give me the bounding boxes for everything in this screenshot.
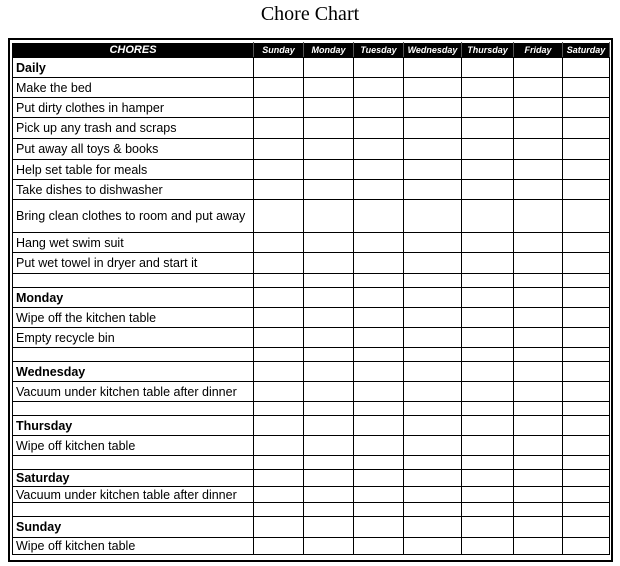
day-header-thursday: Thursday [462, 43, 514, 58]
chore-label [13, 503, 254, 517]
chore-label: Wipe off the kitchen table [13, 308, 254, 328]
check-cell[interactable] [304, 98, 354, 118]
page-title: Chore Chart [260, 3, 360, 25]
check-cell[interactable] [404, 456, 462, 470]
check-cell[interactable] [254, 436, 304, 456]
check-cell[interactable] [462, 503, 514, 517]
check-cell[interactable] [462, 416, 514, 436]
check-cell[interactable] [563, 487, 610, 503]
day-header-saturday: Saturday [563, 43, 610, 58]
check-cell[interactable] [354, 274, 404, 288]
check-cell[interactable] [354, 517, 404, 538]
chore-label: Wipe off kitchen table [13, 538, 254, 555]
check-cell[interactable] [354, 253, 404, 274]
chore-label: Wipe off kitchen table [13, 436, 254, 456]
check-cell[interactable] [514, 308, 563, 328]
check-cell[interactable] [514, 456, 563, 470]
chore-row [13, 382, 610, 402]
chore-row [13, 487, 610, 503]
check-cell[interactable] [462, 308, 514, 328]
check-cell[interactable] [514, 328, 563, 348]
check-cell[interactable] [404, 253, 462, 274]
check-cell[interactable] [254, 274, 304, 288]
check-cell[interactable] [354, 436, 404, 456]
check-cell[interactable] [563, 274, 610, 288]
day-header-wednesday: Wednesday [404, 43, 462, 58]
check-cell[interactable] [254, 362, 304, 382]
day-header-monday: Monday [304, 43, 354, 58]
check-cell[interactable] [254, 470, 304, 487]
check-cell[interactable] [462, 517, 514, 538]
check-cell[interactable] [404, 382, 462, 402]
chore-label: Pick up any trash and scraps [13, 118, 254, 139]
check-cell[interactable] [404, 78, 462, 98]
check-cell[interactable] [514, 487, 563, 503]
check-cell[interactable] [514, 470, 563, 487]
check-cell[interactable] [354, 487, 404, 503]
check-cell[interactable] [404, 180, 462, 200]
check-cell[interactable] [354, 160, 404, 180]
check-cell[interactable] [563, 308, 610, 328]
check-cell[interactable] [304, 416, 354, 436]
check-cell[interactable] [304, 180, 354, 200]
check-cell[interactable] [563, 348, 610, 362]
check-cell[interactable] [304, 78, 354, 98]
check-cell[interactable] [304, 233, 354, 253]
check-cell[interactable] [304, 160, 354, 180]
chore-row [13, 118, 610, 139]
check-cell[interactable] [354, 348, 404, 362]
check-cell[interactable] [304, 517, 354, 538]
check-cell[interactable] [462, 139, 514, 160]
check-cell[interactable] [563, 436, 610, 456]
check-cell[interactable] [304, 362, 354, 382]
section-heading: Saturday [13, 470, 254, 487]
chore-row [13, 139, 610, 160]
check-cell[interactable] [354, 118, 404, 139]
check-cell[interactable] [462, 456, 514, 470]
check-cell[interactable] [254, 517, 304, 538]
check-cell[interactable] [304, 328, 354, 348]
check-cell[interactable] [462, 402, 514, 416]
check-cell[interactable] [254, 402, 304, 416]
chore-label: Make the bed [13, 78, 254, 98]
check-cell[interactable] [304, 58, 354, 78]
check-cell[interactable] [514, 160, 563, 180]
check-cell[interactable] [304, 436, 354, 456]
check-cell[interactable] [304, 470, 354, 487]
check-cell[interactable] [462, 436, 514, 456]
chore-label: Vacuum under kitchen table after dinner [13, 487, 254, 503]
check-cell[interactable] [404, 402, 462, 416]
check-cell[interactable] [514, 402, 563, 416]
check-cell[interactable] [404, 58, 462, 78]
check-cell[interactable] [514, 503, 563, 517]
check-cell[interactable] [563, 180, 610, 200]
chore-label [13, 456, 254, 470]
check-cell[interactable] [563, 328, 610, 348]
check-cell[interactable] [354, 288, 404, 308]
check-cell[interactable] [563, 517, 610, 538]
day-header-tuesday: Tuesday [354, 43, 404, 58]
check-cell[interactable] [514, 139, 563, 160]
check-cell[interactable] [563, 382, 610, 402]
check-cell[interactable] [563, 98, 610, 118]
check-cell[interactable] [404, 538, 462, 555]
check-cell[interactable] [254, 200, 304, 233]
day-header-sunday: Sunday [254, 43, 304, 58]
check-cell[interactable] [254, 328, 304, 348]
check-cell[interactable] [404, 416, 462, 436]
check-cell[interactable] [254, 456, 304, 470]
check-cell[interactable] [563, 416, 610, 436]
check-cell[interactable] [462, 200, 514, 233]
check-cell[interactable] [304, 487, 354, 503]
check-cell[interactable] [514, 416, 563, 436]
check-cell[interactable] [404, 139, 462, 160]
section-heading: Wednesday [13, 362, 254, 382]
chore-label: Bring clean clothes to room and put away [13, 200, 254, 233]
check-cell[interactable] [304, 200, 354, 233]
check-cell[interactable] [462, 487, 514, 503]
chore-chart-frame [8, 38, 613, 562]
chore-label: Put away all toys & books [13, 139, 254, 160]
section-row [13, 517, 610, 538]
check-cell[interactable] [304, 139, 354, 160]
check-cell[interactable] [254, 288, 304, 308]
check-cell[interactable] [404, 517, 462, 538]
section-row [13, 58, 610, 78]
check-cell[interactable] [304, 538, 354, 555]
check-cell[interactable] [514, 200, 563, 233]
check-cell[interactable] [254, 382, 304, 402]
check-cell[interactable] [514, 288, 563, 308]
section-heading: Daily [13, 58, 254, 78]
section-row [13, 470, 610, 487]
header-row [13, 43, 610, 58]
chore-table [12, 42, 610, 555]
check-cell[interactable] [354, 538, 404, 555]
check-cell[interactable] [404, 362, 462, 382]
chore-label [13, 348, 254, 362]
check-cell[interactable] [404, 503, 462, 517]
blank-row [13, 402, 610, 416]
check-cell[interactable] [404, 328, 462, 348]
check-cell[interactable] [304, 308, 354, 328]
check-cell[interactable] [404, 233, 462, 253]
check-cell[interactable] [514, 274, 563, 288]
chore-row [13, 308, 610, 328]
check-cell[interactable] [354, 362, 404, 382]
check-cell[interactable] [462, 253, 514, 274]
check-cell[interactable] [563, 160, 610, 180]
check-cell[interactable] [404, 118, 462, 139]
check-cell[interactable] [254, 118, 304, 139]
check-cell[interactable] [462, 274, 514, 288]
check-cell[interactable] [304, 382, 354, 402]
chore-row [13, 78, 610, 98]
chore-row [13, 538, 610, 555]
check-cell[interactable] [563, 470, 610, 487]
chore-label [13, 274, 254, 288]
chore-body [13, 58, 610, 555]
check-cell[interactable] [304, 274, 354, 288]
check-cell[interactable] [462, 288, 514, 308]
check-cell[interactable] [354, 416, 404, 436]
check-cell[interactable] [404, 487, 462, 503]
section-row [13, 288, 610, 308]
check-cell[interactable] [462, 328, 514, 348]
check-cell[interactable] [563, 362, 610, 382]
check-cell[interactable] [254, 78, 304, 98]
check-cell[interactable] [254, 98, 304, 118]
check-cell[interactable] [563, 456, 610, 470]
check-cell[interactable] [304, 118, 354, 139]
check-cell[interactable] [462, 58, 514, 78]
check-cell[interactable] [354, 139, 404, 160]
chore-label: Put wet towel in dryer and start it [13, 253, 254, 274]
check-cell[interactable] [404, 308, 462, 328]
check-cell[interactable] [304, 288, 354, 308]
check-cell[interactable] [462, 160, 514, 180]
chore-row [13, 98, 610, 118]
chore-row [13, 233, 610, 253]
section-heading: Monday [13, 288, 254, 308]
blank-row [13, 456, 610, 470]
day-header-friday: Friday [514, 43, 563, 58]
chore-label: Take dishes to dishwasher [13, 180, 254, 200]
check-cell[interactable] [514, 180, 563, 200]
check-cell[interactable] [563, 58, 610, 78]
chore-label: Vacuum under kitchen table after dinner [13, 382, 254, 402]
section-row [13, 416, 610, 436]
check-cell[interactable] [462, 382, 514, 402]
check-cell[interactable] [563, 139, 610, 160]
check-cell[interactable] [462, 362, 514, 382]
check-cell[interactable] [514, 98, 563, 118]
check-cell[interactable] [514, 58, 563, 78]
blank-row [13, 274, 610, 288]
check-cell[interactable] [514, 362, 563, 382]
check-cell[interactable] [514, 233, 563, 253]
check-cell[interactable] [404, 288, 462, 308]
check-cell[interactable] [462, 348, 514, 362]
check-cell[interactable] [514, 253, 563, 274]
check-cell[interactable] [404, 436, 462, 456]
check-cell[interactable] [462, 78, 514, 98]
check-cell[interactable] [563, 118, 610, 139]
check-cell[interactable] [254, 253, 304, 274]
check-cell[interactable] [563, 78, 610, 98]
check-cell[interactable] [514, 348, 563, 362]
check-cell[interactable] [354, 98, 404, 118]
check-cell[interactable] [514, 538, 563, 555]
check-cell[interactable] [254, 416, 304, 436]
chore-label: Help set table for meals [13, 160, 254, 180]
check-cell[interactable] [462, 538, 514, 555]
check-cell[interactable] [354, 503, 404, 517]
check-cell[interactable] [254, 139, 304, 160]
check-cell[interactable] [354, 328, 404, 348]
chores-header: CHORES [13, 43, 254, 58]
check-cell[interactable] [563, 402, 610, 416]
check-cell[interactable] [254, 58, 304, 78]
check-cell[interactable] [254, 538, 304, 555]
chore-label: Empty recycle bin [13, 328, 254, 348]
check-cell[interactable] [354, 402, 404, 416]
check-cell[interactable] [354, 180, 404, 200]
check-cell[interactable] [563, 503, 610, 517]
check-cell[interactable] [254, 487, 304, 503]
check-cell[interactable] [404, 274, 462, 288]
check-cell[interactable] [354, 200, 404, 233]
check-cell[interactable] [404, 160, 462, 180]
check-cell[interactable] [462, 470, 514, 487]
check-cell[interactable] [563, 538, 610, 555]
check-cell[interactable] [254, 308, 304, 328]
check-cell[interactable] [462, 98, 514, 118]
check-cell[interactable] [462, 180, 514, 200]
check-cell[interactable] [254, 233, 304, 253]
check-cell[interactable] [462, 118, 514, 139]
check-cell[interactable] [254, 160, 304, 180]
check-cell[interactable] [404, 470, 462, 487]
check-cell[interactable] [254, 348, 304, 362]
check-cell[interactable] [563, 253, 610, 274]
check-cell[interactable] [354, 78, 404, 98]
check-cell[interactable] [514, 118, 563, 139]
chore-row [13, 200, 610, 233]
check-cell[interactable] [254, 503, 304, 517]
check-cell[interactable] [304, 456, 354, 470]
check-cell[interactable] [462, 233, 514, 253]
blank-row [13, 503, 610, 517]
check-cell[interactable] [304, 503, 354, 517]
check-cell[interactable] [354, 382, 404, 402]
chore-row [13, 436, 610, 456]
check-cell[interactable] [404, 98, 462, 118]
check-cell[interactable] [254, 180, 304, 200]
check-cell[interactable] [514, 436, 563, 456]
check-cell[interactable] [514, 78, 563, 98]
section-row [13, 362, 610, 382]
check-cell[interactable] [514, 382, 563, 402]
check-cell[interactable] [563, 288, 610, 308]
check-cell[interactable] [354, 470, 404, 487]
section-heading: Thursday [13, 416, 254, 436]
check-cell[interactable] [514, 517, 563, 538]
check-cell[interactable] [404, 200, 462, 233]
check-cell[interactable] [304, 348, 354, 362]
chore-label [13, 402, 254, 416]
check-cell[interactable] [354, 233, 404, 253]
chore-label: Put dirty clothes in hamper [13, 98, 254, 118]
check-cell[interactable] [404, 348, 462, 362]
check-cell[interactable] [563, 200, 610, 233]
check-cell[interactable] [563, 233, 610, 253]
chore-label: Hang wet swim suit [13, 233, 254, 253]
chore-row [13, 253, 610, 274]
chore-row [13, 160, 610, 180]
check-cell[interactable] [304, 402, 354, 416]
chore-row [13, 328, 610, 348]
check-cell[interactable] [354, 308, 404, 328]
check-cell[interactable] [354, 456, 404, 470]
check-cell[interactable] [354, 58, 404, 78]
blank-row [13, 348, 610, 362]
check-cell[interactable] [304, 253, 354, 274]
section-heading: Sunday [13, 517, 254, 538]
chore-row [13, 180, 610, 200]
